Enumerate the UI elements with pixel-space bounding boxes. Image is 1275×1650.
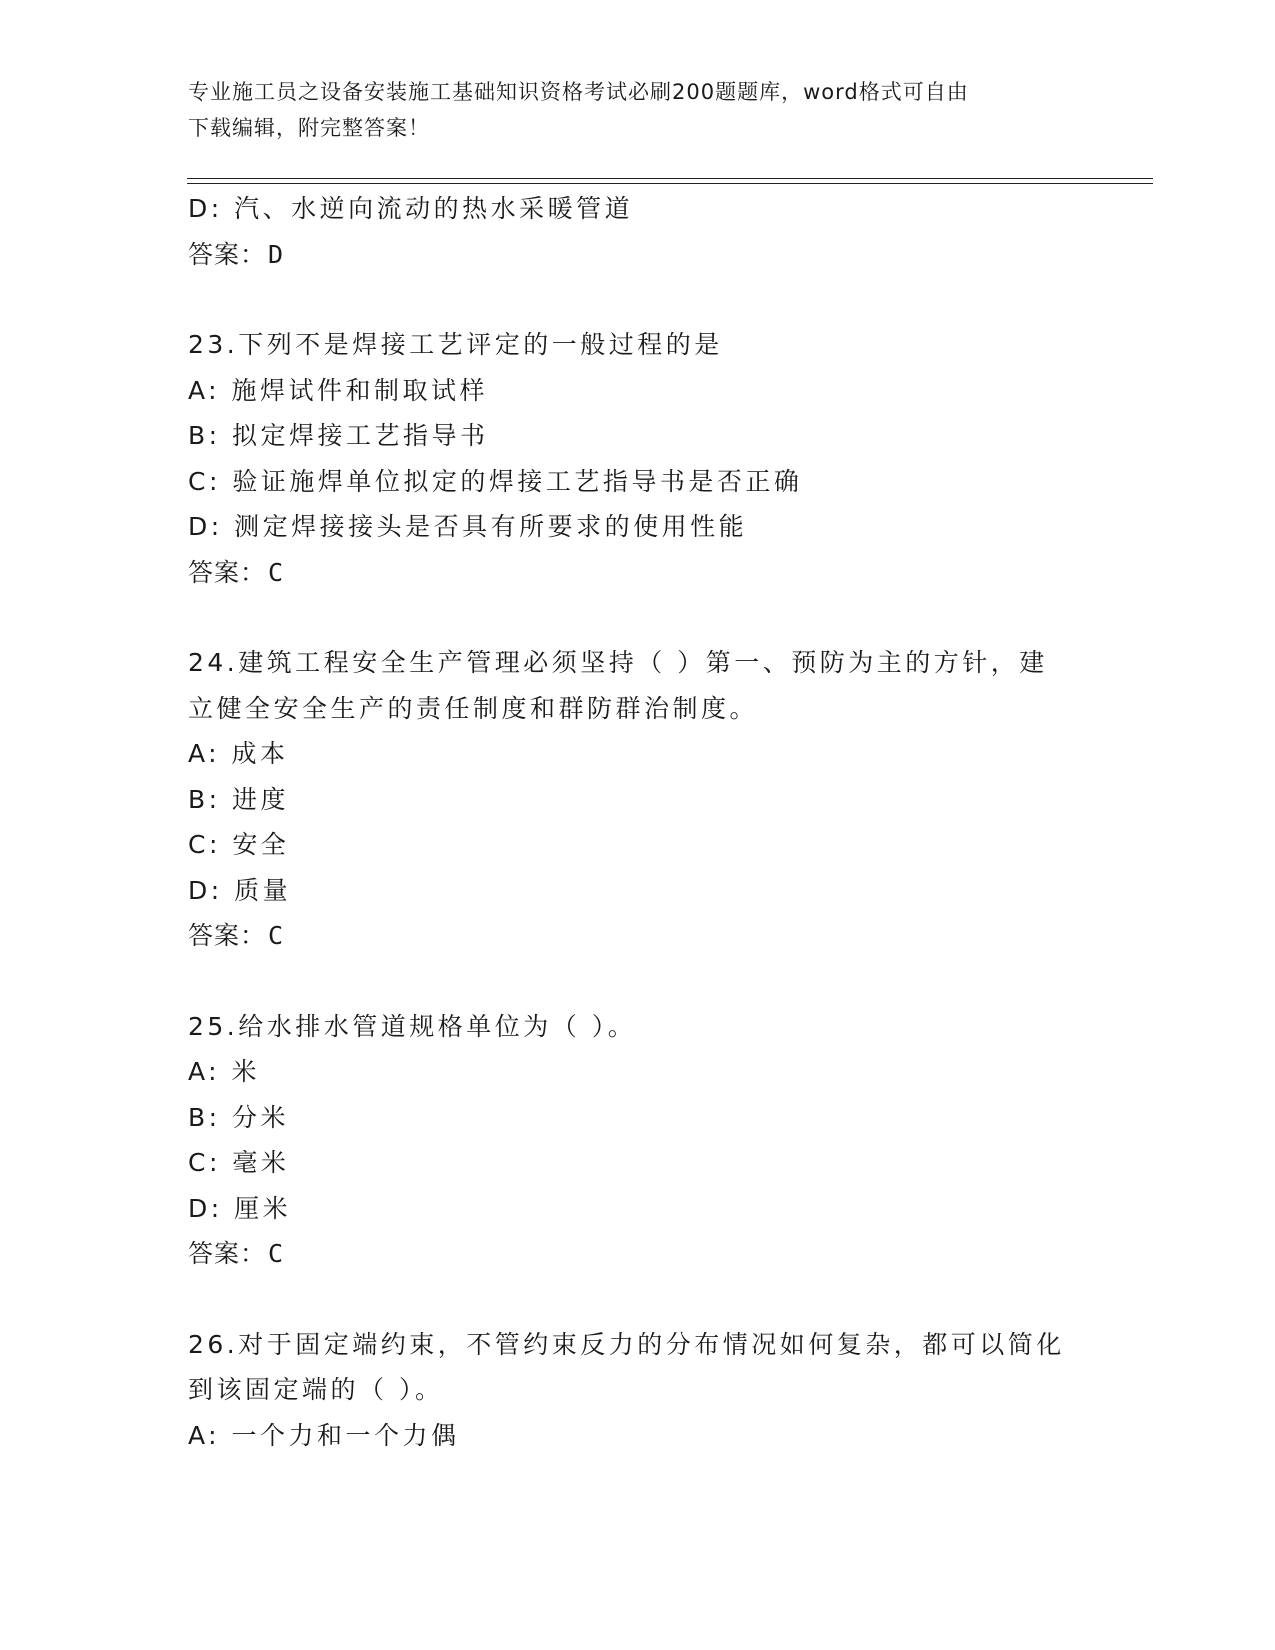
answer-label: 答案： [188,1239,267,1268]
answer-line [188,1231,1088,1277]
question-stem: 26.对于固定端约束，不管约束反力的分布情况如何复杂，都可以简化 [188,1329,1065,1359]
option-d: D: 质量 [188,875,292,905]
question-stem: 24.建筑工程安全生产管理必须坚持（ ）第一、预防为主的方针，建 [188,648,1048,677]
spacer [188,595,1088,640]
option-d: D: 汽、水逆向流动的热水采暖管道 [188,194,634,223]
spacer [188,1277,1088,1322]
answer-label: 答案： [188,239,267,269]
spacer [188,959,1088,1004]
answer-value: C [268,921,285,950]
option-a: A: 米 [188,1057,261,1086]
option-c: C: 毫米 [188,1148,290,1177]
answer-value: D [268,239,285,269]
question-stem: 23.下列不是焊接工艺评定的一般过程的是 [188,330,723,359]
header-line-2: 下载编辑，附完整答案！ [188,116,430,140]
option-b: B: 拟定焊接工艺指导书 [188,421,489,450]
option-a: A: 施焊试件和制取试样 [188,375,489,405]
question-25 [188,1004,1088,1277]
answer-label: 答案： [188,557,267,587]
option-d: D: 厘米 [188,1193,292,1223]
spacer [188,277,1088,322]
question-26 [188,1322,1088,1459]
question-24 [188,640,1088,959]
answer-line [188,550,1088,596]
header-line-1: 专业施工员之设备安装施工基础知识资格考试必刷200题题库，word格式可自由 [188,80,969,104]
header-divider [187,178,1153,184]
answer-value: C [268,557,285,587]
question-stem-continued: 到该固定端的（ ）。 [188,1375,444,1404]
question-23 [188,322,1088,595]
document-header [188,74,1088,146]
option-c: C: 验证施焊单位拟定的焊接工艺指导书是否正确 [188,466,803,496]
option-a: A: 一个力和一个力偶 [188,1420,460,1450]
option-b: B: 分米 [188,1102,290,1132]
option-b: B: 进度 [188,784,290,814]
option-a: A: 成本 [188,739,289,768]
question-list [188,186,1088,1458]
question-stem: 25.给水排水管道规格单位为（ ）。 [188,1011,637,1041]
question-stem-continued: 立健全安全生产的责任制度和群防群治制度。 [188,693,759,723]
answer-value: C [268,1239,285,1268]
answer-label: 答案： [188,921,267,950]
option-d: D: 测定焊接接头是否具有所要求的使用性能 [188,512,748,541]
answer-line [188,232,1088,278]
option-c: C: 安全 [188,830,290,859]
answer-line [188,913,1088,959]
